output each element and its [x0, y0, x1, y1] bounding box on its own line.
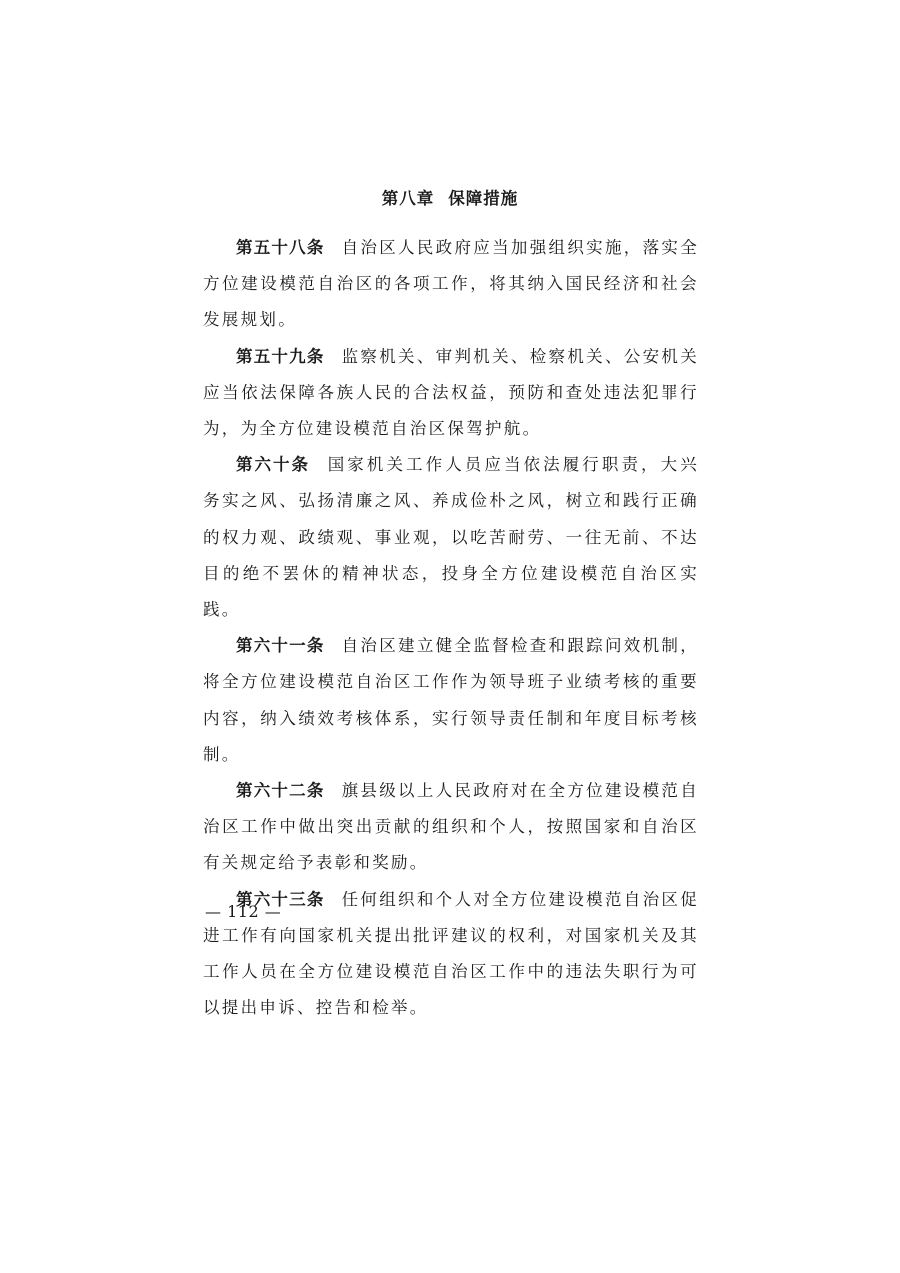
- article-number: 第五十八条: [236, 238, 325, 257]
- article-text: 任何组织和个人对全方位建设模范自治区促进工作有向国家机关提出批评建议的权利，对国家机关及其工作人员在全方位建设模范自治区工作中的违法失职行为可以提出申诉、控告和检举。: [203, 889, 699, 1018]
- article-text: 国家机关工作人员应当依法履行职责，大兴务实之风、弘扬清廉之风、养成俭朴之风，树立和践行正确的权力观、政绩观、事业观，以吃苦耐劳、一往无前、不达目的绝不罢休的精神状态，投身全方位建设模范自治区实践。: [203, 455, 699, 620]
- article-number: 第六十一条: [236, 636, 325, 656]
- chapter-number: 第八章: [381, 189, 435, 208]
- chapter-title: 保障措施: [448, 189, 519, 208]
- article-number: 第六十条: [236, 455, 310, 475]
- article-58: [203, 230, 699, 339]
- chapter-heading: [0, 186, 900, 212]
- article-60: [203, 447, 699, 628]
- article-61: [203, 628, 699, 773]
- article-59: [203, 339, 699, 448]
- article-number: 第六十三条: [236, 889, 325, 909]
- article-number: 第六十二条: [236, 781, 325, 801]
- page-number: — 112 —: [205, 902, 282, 921]
- article-text: 自治区建立健全监督检查和跟踪问效机制，将全方位建设模范自治区工作作为领导班子业绩考核的重要内容，纳入绩效考核体系，实行领导责任制和年度目标考核制。: [203, 636, 699, 764]
- article-text: 旗县级以上人民政府对在全方位建设模范自治区工作中做出突出贡献的组织和个人，按照国家和自治区有关规定给予表彰和奖励。: [203, 781, 699, 873]
- article-text: 自治区人民政府应当加强组织实施，落实全方位建设模范自治区的各项工作，将其纳入国民经济和社会发展规划。: [203, 238, 699, 330]
- article-62: [203, 773, 699, 882]
- article-number: 第五十九条: [236, 346, 325, 366]
- article-text: 监察机关、审判机关、检察机关、公安机关应当依法保障各族人民的合法权益，预防和查处违法犯罪行为，为全方位建设模范自治区保驾护航。: [203, 346, 699, 439]
